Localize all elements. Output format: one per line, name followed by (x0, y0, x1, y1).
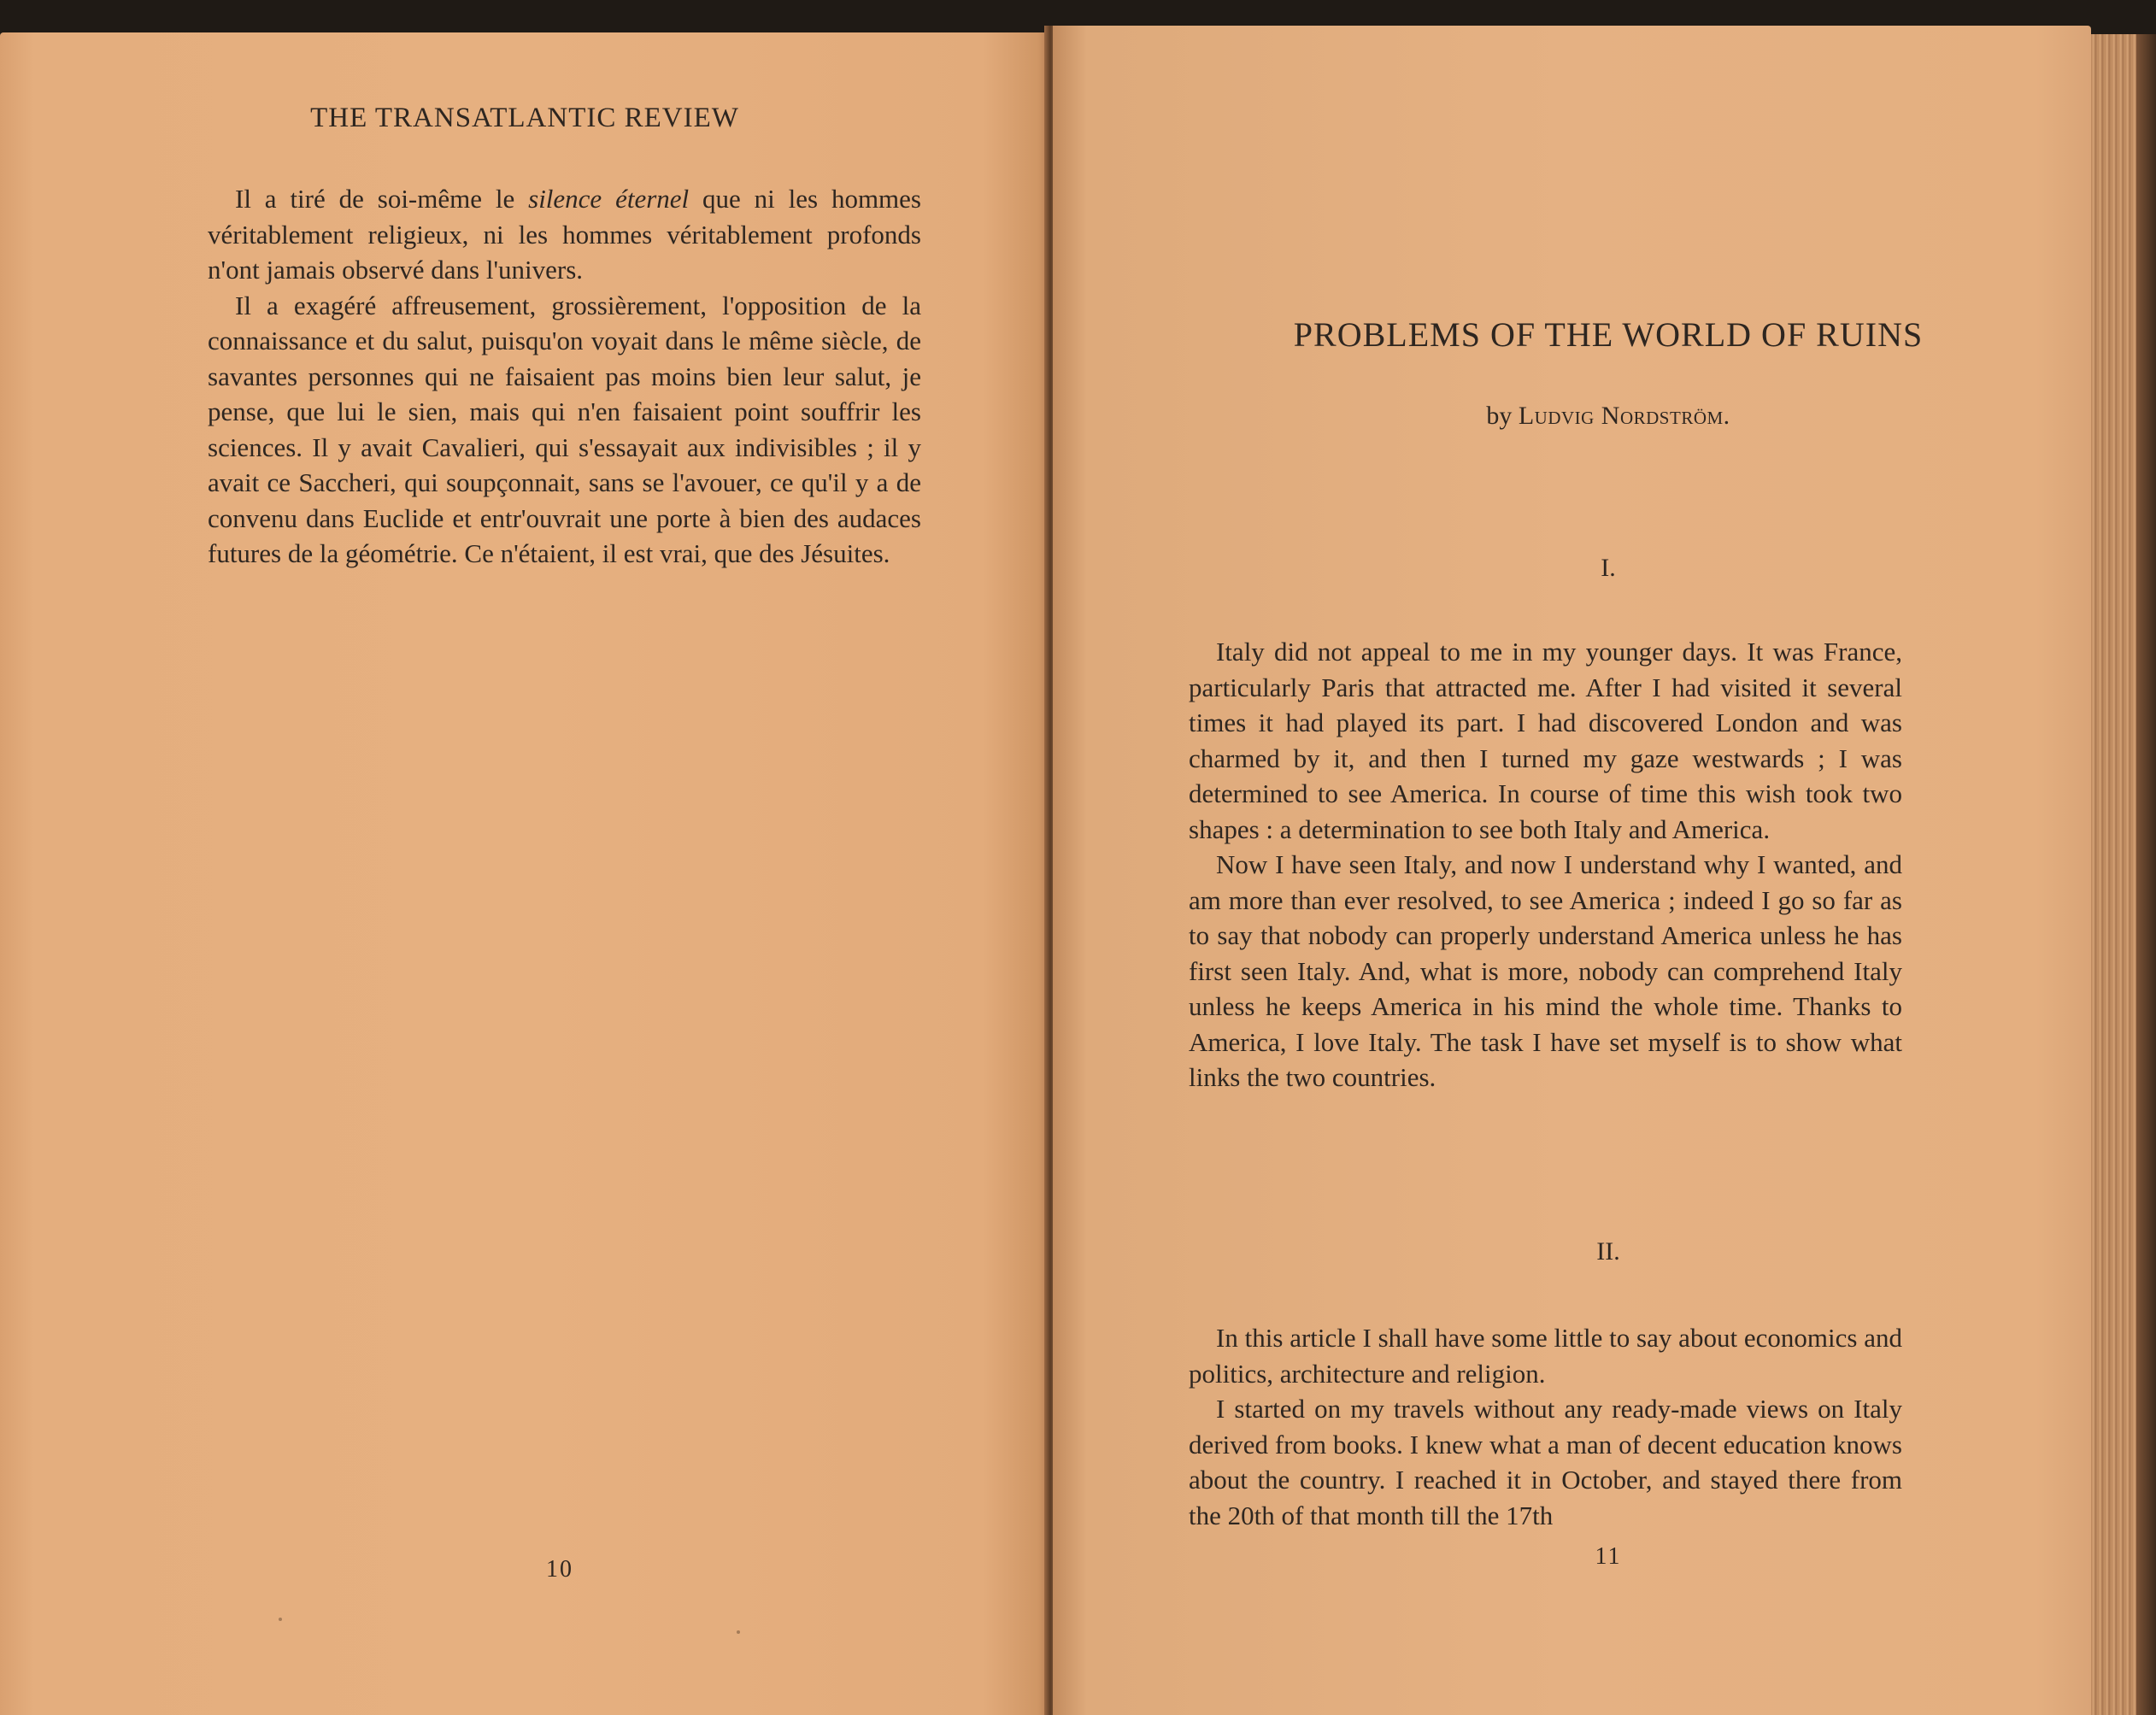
section-2-body (1189, 1320, 1902, 1533)
section-heading-2: II. (1596, 1237, 1620, 1266)
left-paragraph-2: Il a exagéré affreusement, grossièrement, l'opposition de la connaissance et du salut, puisqu'on voyait dans le même siècle, de savantes personnes qui ne faisaient pas moins bien leur salut, je pense, que lui le sien, mais qui n'en faisaient point souffrir les sciences. Il y avait Cavalieri, qui s'essayait aux indivisibles ; il y avait ce Saccheri, qui soupçonnait, sans se l'avouer, ce qu'il y a de convenu dans Euclide et entr'ouvrait une porte à bien des audaces futures de la géométrie. Ce n'étaient, il est vrai, que des Jésuites. (208, 290, 921, 568)
paragraph: In this article I shall have some little to say about economics and politics, architecture and religion. (1189, 1323, 1902, 1389)
italic-phrase: silence éternel (528, 184, 690, 214)
left-page-body (208, 181, 921, 572)
page-number-right: 11 (1595, 1543, 1622, 1570)
section-heading-1: I. (1601, 554, 1616, 582)
author-name: Ludvig Nordström. (1518, 402, 1730, 430)
left-page (0, 32, 1049, 1715)
paragraph: Now I have seen Italy, and now I understand why I wanted, and am more than ever resolved, to see America ; indeed I go so far as to say that nobody can properly understand America unless he has first seen Italy. And, what is more, nobody can comprehend Italy unless he keeps America in his mind the whole time. Thanks to America, I love Italy. The task I have set myself is to show what links the two countries. (1189, 849, 1902, 1092)
right-page (1053, 26, 2091, 1715)
paper-speck (279, 1618, 282, 1621)
running-head: THE TRANSATLANTIC REVIEW (310, 103, 739, 133)
paragraph: Italy did not appeal to me in my younger days. It was France, particularly Paris that attracted me. After I had visited it several times it had played its part. I had discovered London and was charmed by it, and then I turned my gaze westwards ; I was determined to see America. In course of time this wish took two shapes : a determination to see both Italy and America. (1189, 637, 1902, 844)
section-1-body (1189, 634, 1902, 1095)
left-paragraph-1: Il a tiré de soi-même le silence éternel que ni les hommes véritablement religieux, ni les hommes véritablement profonds n'ont jamais observé dans l'univers. (208, 184, 921, 285)
paper-speck (737, 1630, 740, 1634)
byline: by Ludvig Nordström. (1486, 402, 1730, 430)
paragraph: I started on my travels without any ready-made views on Italy derived from books. I knew what a man of decent education knows about the country. I reached it in October, and stayed there from the 20th of that month till the 17th (1189, 1394, 1902, 1530)
article-title: PROBLEMS OF THE WORLD OF RUINS (1293, 315, 1924, 354)
page-number-left: 10 (546, 1556, 573, 1583)
book-cover-edge (2136, 34, 2156, 1715)
